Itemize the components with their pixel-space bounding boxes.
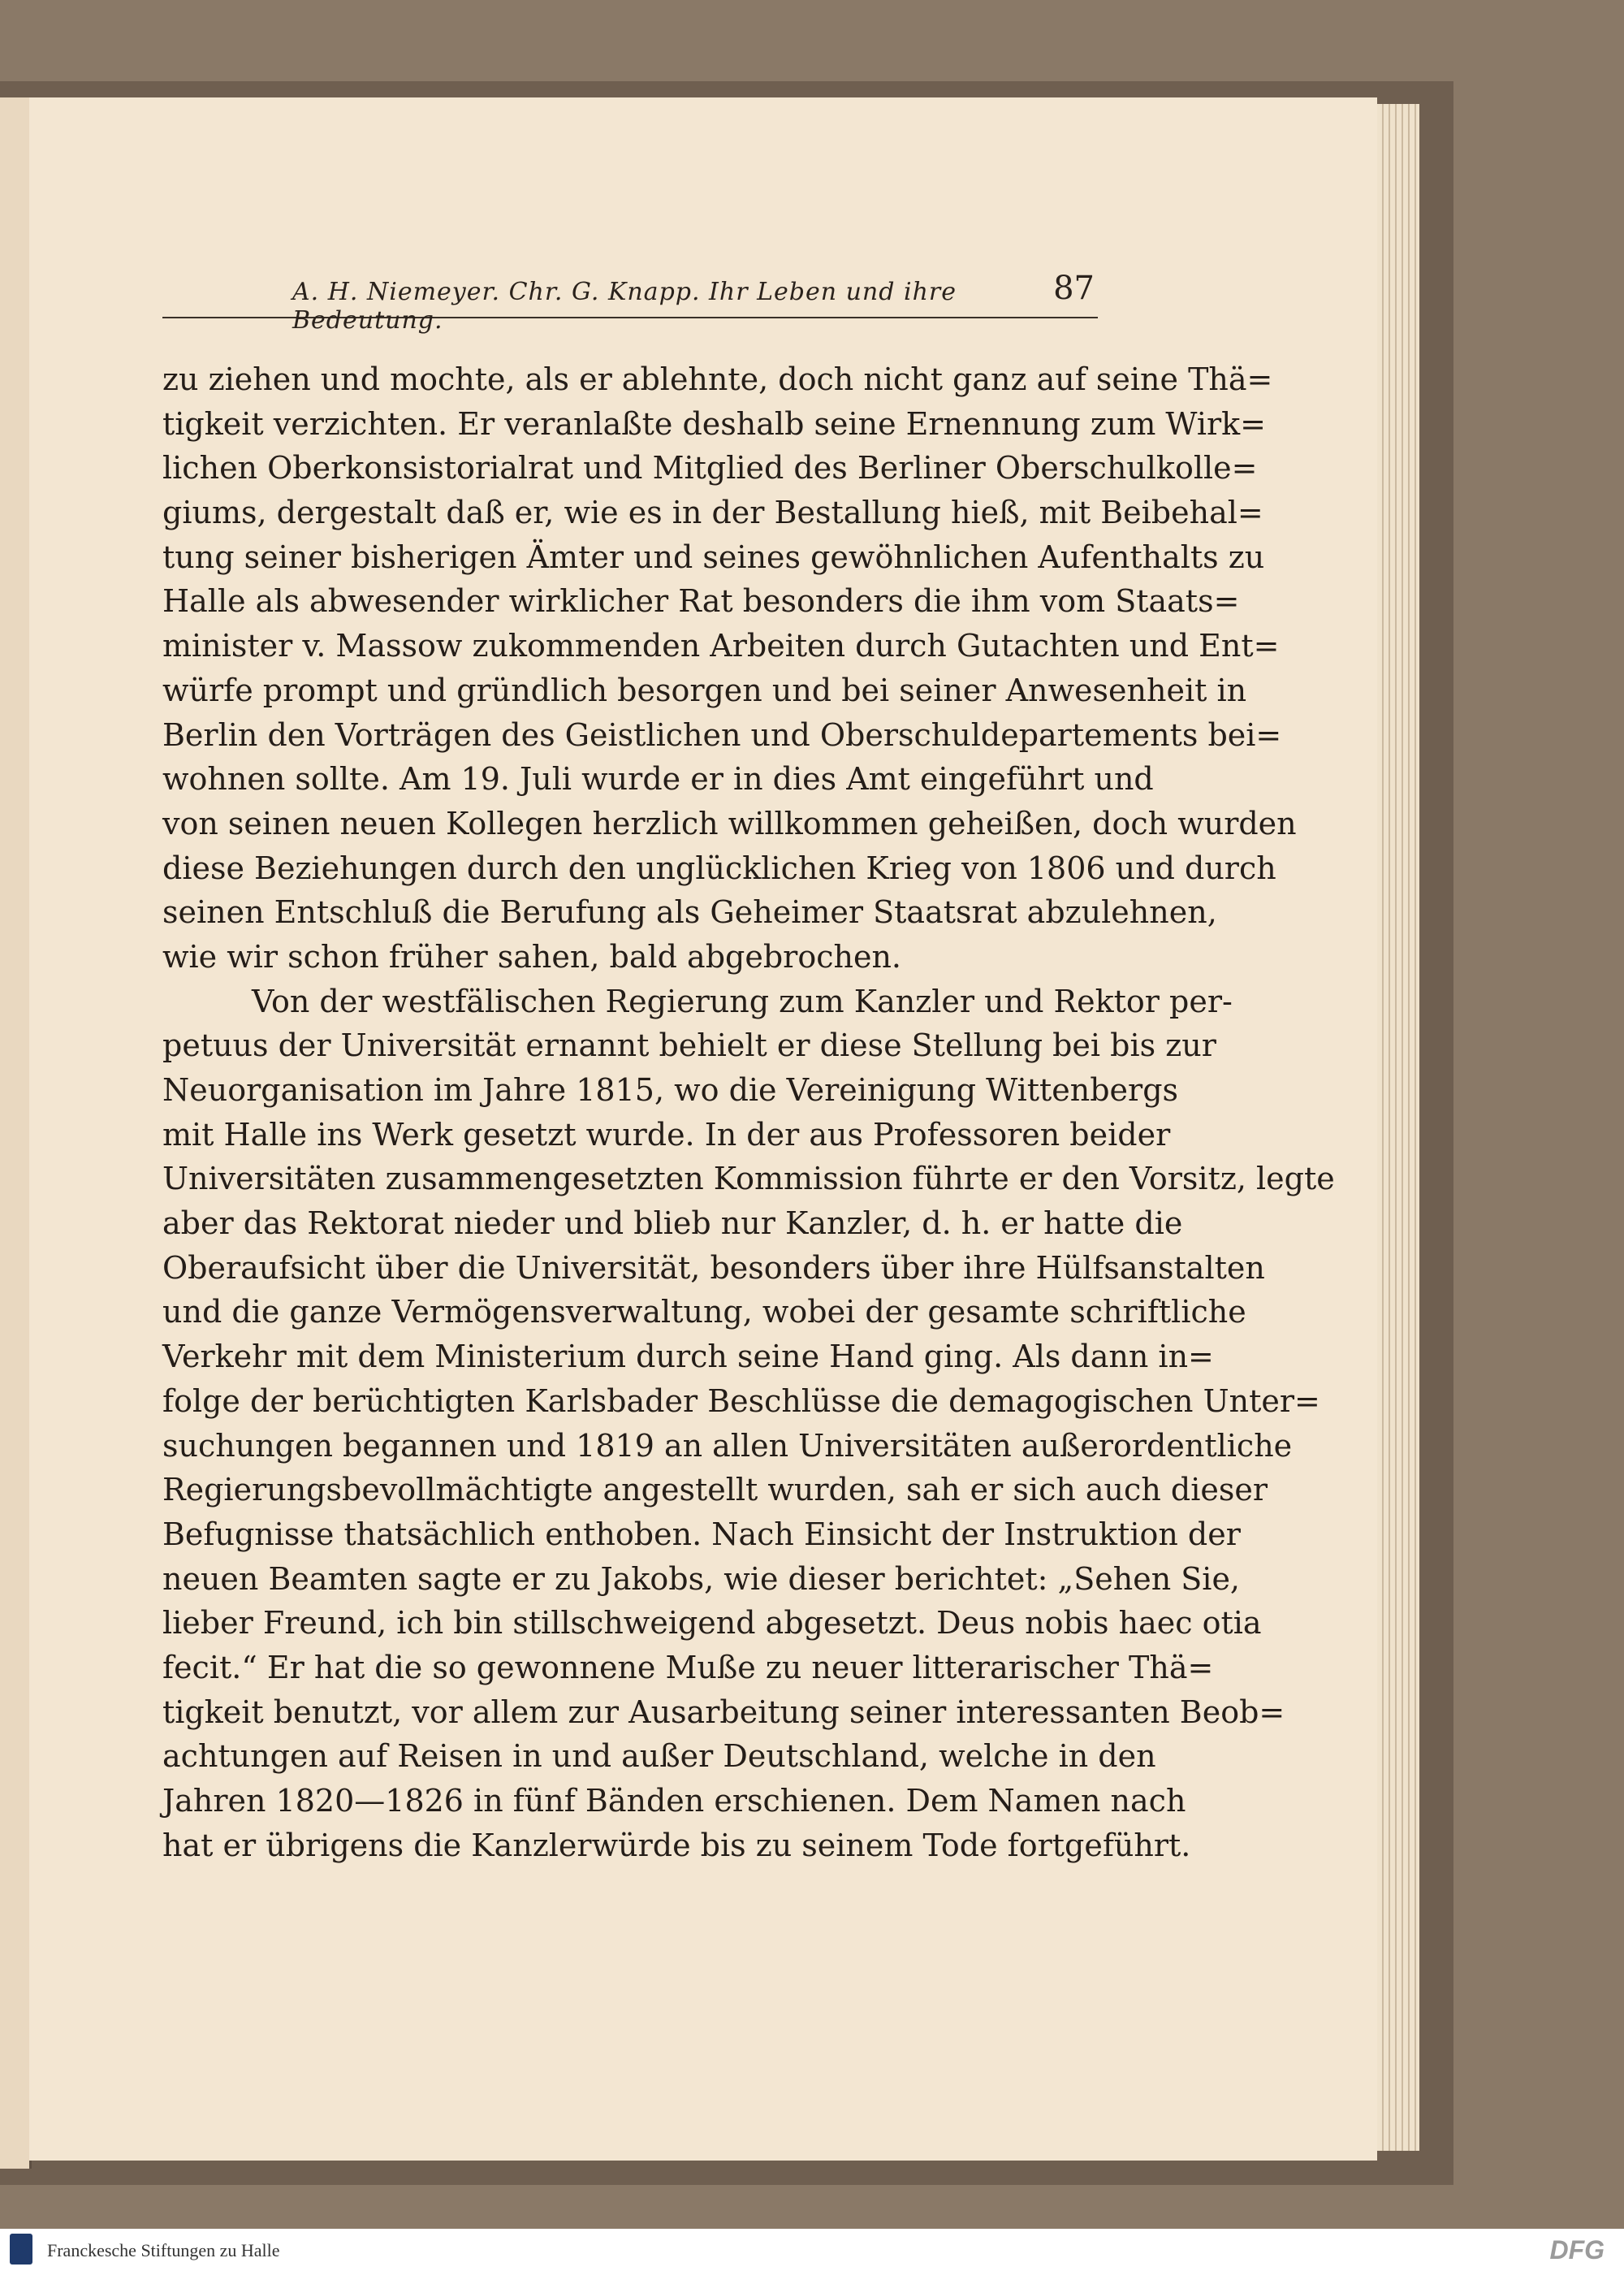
text-line: Halle als abwesender wirklicher Rat besonders die ihm vom Staats= [162, 583, 1240, 620]
left-page-edge [0, 97, 32, 2169]
text-line: aber das Rektorat nieder und blieb nur Kanzler, d. h. er hatte die [162, 1205, 1183, 1242]
text-line: neuen Beamten sagte er zu Jakobs, wie dieser berichtet: „Sehen Sie, [162, 1560, 1241, 1597]
text-line: achtungen auf Reisen in und außer Deutschland, welche in den [162, 1738, 1156, 1775]
text-line: fecit.“ Er hat die so gewonnene Muße zu neuer litterarischer Thä= [162, 1649, 1214, 1685]
text-line: petuus der Universität ernannt behielt er diese Stellung bei bis zur [162, 1027, 1216, 1064]
text-line: von seinen neuen Kollegen herzlich willkommen geheißen, doch wurden [162, 805, 1297, 841]
text-line: Neuorganisation im Jahre 1815, wo die Vereinigung Wittenbergs [162, 1072, 1179, 1108]
text-line: Berlin den Vorträgen des Geistlichen und Oberschuldepartements bei= [162, 716, 1282, 753]
viewer-footer [0, 2229, 1624, 2271]
text-line: Regierungsbevollmächtigte angestellt wurden, sah er sich auch dieser [162, 1472, 1268, 1508]
text-line: Von der westfälischen Regierung zum Kanzler und Rektor per- [252, 983, 1233, 1019]
text-line: Verkehr mit dem Ministerium durch seine Hand ging. Als dann in= [162, 1339, 1214, 1375]
text-line: Universitäten zusammengesetzten Kommission führte er den Vorsitz, legte [162, 1161, 1335, 1197]
text-line: tigkeit verzichten. Er veranlaßte deshalb seine Ernennung zum Wirk= [162, 405, 1267, 442]
text-line: diese Beziehungen durch den unglücklichen Krieg von 1806 und durch [162, 850, 1276, 886]
text-line: würfe prompt und gründlich besorgen und bei seiner Anwesenheit in [162, 672, 1247, 708]
text-line: mit Halle ins Werk gesetzt wurde. In der aus Professoren beider [162, 1116, 1171, 1153]
running-head: A. H. Niemeyer. Chr. G. Knapp. Ihr Leben und ihre Bedeutung. [292, 278, 957, 335]
page-header [162, 270, 1098, 335]
institution-label: Franckesche Stiftungen zu Halle [47, 2240, 280, 2260]
institution-logo-icon [10, 2234, 32, 2265]
text-line: tung seiner bisherigen Ämter und seines gewöhnlichen Aufenthalts zu [162, 539, 1265, 575]
dfg-logo: DFG [1549, 2235, 1605, 2265]
page-edges [1377, 104, 1419, 2151]
text-line: wie wir schon früher sahen, bald abgebrochen. [162, 938, 902, 975]
page-number: 87 [1053, 270, 1095, 307]
text-line: und die ganze Vermögensverwaltung, wobei der gesamte schriftliche [162, 1294, 1246, 1330]
text-line: seinen Entschluß die Berufung als Geheimer Staatsrat abzulehnen, [162, 894, 1217, 931]
text-line: zu ziehen und mochte, als er ablehnte, doch nicht ganz auf seine Thä= [162, 361, 1273, 397]
text-line: lichen Oberkonsistorialrat und Mitglied des Berliner Oberschulkolle= [162, 450, 1258, 487]
body-text [162, 357, 1335, 1867]
text-line: folge der berüchtigten Karlsbader Beschlüsse die demagogischen Unter= [162, 1382, 1320, 1419]
text-line: Oberaufsicht über die Universität, besonders über ihre Hülfsanstalten [162, 1249, 1265, 1286]
text-line: Jahren 1820—1826 in fünf Bänden erschienen. Dem Namen nach [162, 1783, 1186, 1819]
text-line: giums, dergestalt daß er, wie es in der Bestallung hieß, mit Beibehal= [162, 495, 1263, 531]
text-line: tigkeit benutzt, vor allem zur Ausarbeitung seiner interessanten Beob= [162, 1694, 1285, 1730]
text-line: suchungen begannen und 1819 an allen Universitäten außerordentliche [162, 1427, 1293, 1464]
text-line: wohnen sollte. Am 19. Juli wurde er in dies Amt eingeführt und [162, 761, 1154, 798]
text-line: hat er übrigens die Kanzlerwürde bis zu seinem Tode fortgeführt. [162, 1827, 1191, 1863]
text-line: Befugnisse thatsächlich enthoben. Nach Einsicht der Instruktion der [162, 1516, 1241, 1552]
text-line: lieber Freund, ich bin stillschweigend abgesetzt. Deus nobis haec otia [162, 1605, 1262, 1642]
text-line: minister v. Massow zukommenden Arbeiten durch Gutachten und Ent= [162, 628, 1280, 664]
